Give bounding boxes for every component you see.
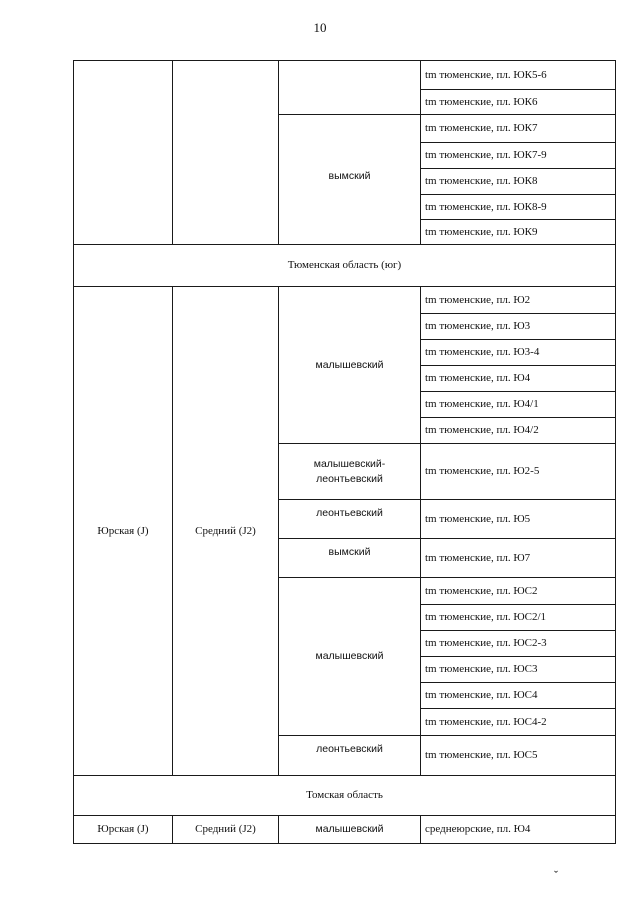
- stratum-cell: tm тюменские, пл. Ю2-5: [425, 465, 540, 478]
- stratum-cell: tm тюменские, пл. ЮС2-3: [425, 637, 547, 650]
- region-header-tomsk: Томская область: [306, 789, 383, 802]
- horizon-cell: малышевский: [315, 358, 384, 371]
- stratum-cell: tm тюменские, пл. ЮК6: [425, 95, 538, 108]
- stratum-cell: tm тюменские, пл. ЮС3: [425, 663, 538, 676]
- stratum-cell: tm тюменские, пл. ЮС5: [425, 749, 538, 762]
- series-cell: Средний (J2): [195, 823, 256, 836]
- horizon-cell: малышевский: [315, 823, 384, 836]
- series-cell: Средний (J2): [195, 524, 256, 537]
- horizon-cell: леонтьевский: [316, 506, 383, 519]
- region-header-tyumen-south: Тюменская область (юг): [287, 259, 402, 272]
- page-number: 10: [313, 20, 327, 35]
- horizon-label-line: леонтьевский: [316, 472, 383, 485]
- stratum-cell: tm тюменские, пл. ЮС2/1: [425, 611, 547, 624]
- stratum-cell: tm тюменские, пл. ЮК7: [425, 122, 538, 135]
- stratum-cell: среднеюрские, пл. Ю4: [425, 823, 531, 836]
- horizon-cell: вымский: [328, 545, 371, 558]
- horizon-label-line: малышевский-: [313, 458, 386, 471]
- stratum-cell: tm тюменские, пл. ЮС4: [425, 689, 538, 702]
- stratum-cell: tm тюменские, пл. ЮК8-9: [425, 200, 547, 213]
- stratum-cell: tm тюменские, пл. Ю4: [425, 372, 531, 385]
- stratum-cell: tm тюменские, пл. ЮК8: [425, 175, 538, 188]
- horizon-cell: вымский: [328, 169, 371, 182]
- stratum-cell: tm тюменские, пл. Ю4/1: [425, 398, 539, 411]
- system-cell: Юрская (J): [97, 823, 149, 836]
- horizon-cell: леонтьевский: [316, 742, 383, 755]
- horizon-cell: [279, 444, 420, 499]
- scan-mark: ˇ: [554, 868, 558, 882]
- stratum-cell: tm тюменские, пл. Ю2: [425, 293, 531, 306]
- horizon-cell: малышевский: [315, 650, 384, 663]
- stratum-cell: tm тюменские, пл. Ю5: [425, 512, 531, 525]
- stratum-cell: tm тюменские, пл. Ю3: [425, 320, 531, 333]
- stratum-cell: tm тюменские, пл. Ю4/2: [425, 424, 539, 437]
- stratum-cell: tm тюменские, пл. ЮК7-9: [425, 149, 547, 162]
- stratum-cell: tm тюменские, пл. ЮС4-2: [425, 715, 547, 728]
- stratum-cell: tm тюменские, пл. Ю3-4: [425, 346, 540, 359]
- stratum-cell: tm тюменские, пл. ЮК9: [425, 225, 538, 238]
- stratum-cell: tm тюменские, пл. ЮС2: [425, 584, 538, 597]
- stratum-cell: tm тюменские, пл. ЮК5-6: [425, 68, 547, 81]
- system-cell: Юрская (J): [97, 524, 149, 537]
- stratum-cell: tm тюменские, пл. Ю7: [425, 551, 531, 564]
